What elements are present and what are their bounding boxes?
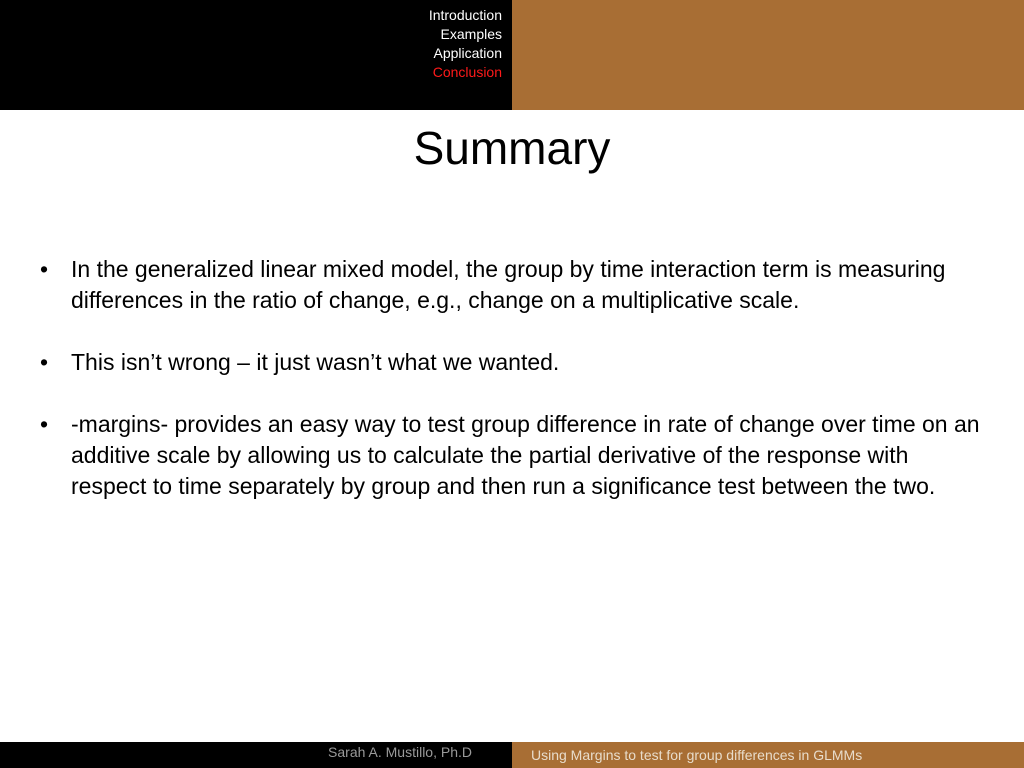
bullet-marker: •	[40, 349, 49, 375]
footer-right-band	[512, 742, 1024, 768]
footer-presentation-title: Using Margins to test for group differences in GLMMs	[531, 747, 863, 763]
slide-title: Summary	[413, 122, 611, 174]
bullet-text: This isn’t wrong – it just wasn’t what we wanted.	[71, 349, 560, 375]
footer-left-band	[0, 742, 512, 768]
bullet-text: In the generalized linear mixed model, the group by time interaction term is measuring differences in the ratio of change, e.g., change on a multiplicative scale.	[71, 256, 946, 313]
bullet-text: -margins- provides an easy way to test group difference in rate of change over time on an additive scale by allowing us to calculate the partial derivative of the response with respect to time separately by group and then run a significance test between the two.	[71, 411, 980, 499]
bullet-marker: •	[40, 256, 49, 282]
header-right-band	[512, 0, 1024, 110]
bullet-item	[40, 409, 980, 502]
bullet-marker: •	[40, 411, 49, 437]
bullet-list	[40, 254, 980, 533]
nav-item-application[interactable]: Application	[433, 45, 502, 61]
bullet-item	[40, 347, 980, 378]
nav-item-examples[interactable]: Examples	[440, 26, 502, 42]
nav-item-introduction[interactable]: Introduction	[428, 7, 502, 23]
footer-author: Sarah A. Mustillo, Ph.D	[328, 744, 472, 760]
section-nav	[429, 6, 502, 82]
bullet-item	[40, 254, 980, 316]
nav-item-conclusion[interactable]: Conclusion	[432, 64, 502, 80]
header-left-band	[0, 0, 512, 110]
